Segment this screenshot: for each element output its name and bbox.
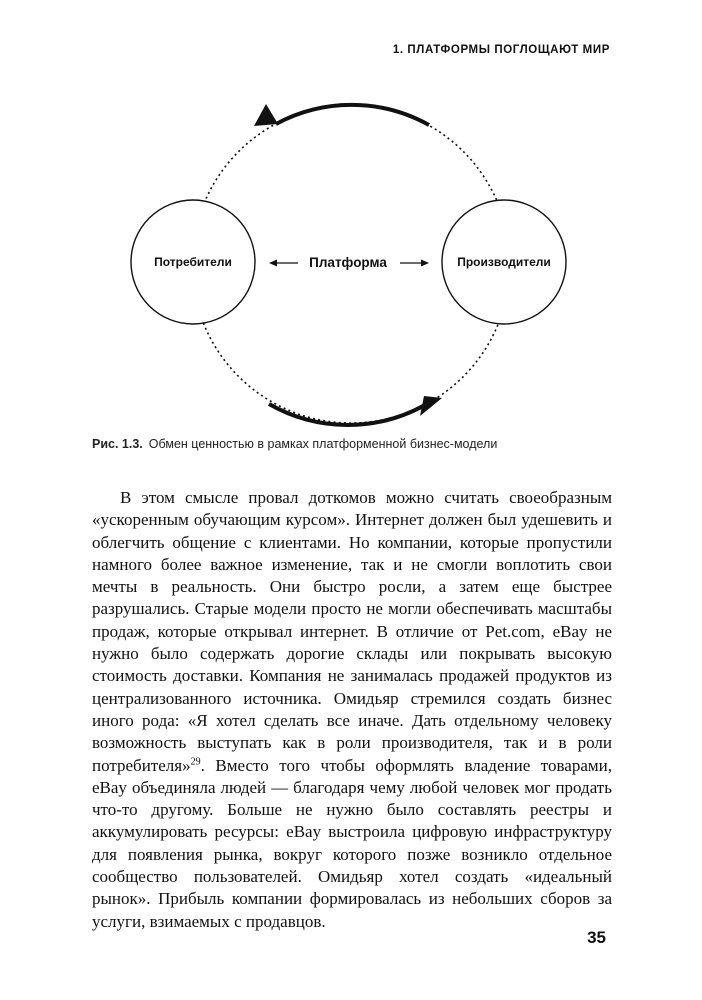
platform-label: Платформа	[309, 255, 387, 270]
figure-number: Рис. 1.3.	[92, 437, 143, 451]
figure-caption	[92, 437, 612, 451]
top-solid-arc	[276, 105, 429, 125]
page-number: 35	[587, 928, 606, 947]
right-arrow-icon	[421, 260, 429, 267]
body-paragraph	[92, 487, 612, 933]
running-title: 1. ПЛАТФОРМЫ ПОГЛОЩАЮТ МИР	[392, 44, 610, 56]
paragraph-part-1: В этом смысле провал доткомов можно считать своеобразным «ускоренным обучающим курсом». Интернет должен был удешевить и облегчить общение с клиентами. Но компании, которые пропустили намного более важное изменение, так и не смогли воплотить свои мечты в реальность. Они быстро росли, а затем еще быстрее разрушались. Старые модели просто не могли обеспечивать масштабы продаж, которые открывал интернет. В отличие от Pet.com, eBay не нужно было содержать дорогие склады или покрывать высокую стоимость доставки. Компания не занималась продажей продуктов из централизованного источника. Омидьяр стремился создать бизнес иного рода: «Я хотел сделать все иначе. Дать отдельному человеку возможность выступать как в роли производителя, так и в роли потребителя»	[92, 488, 612, 775]
footnote-reference[interactable]: 29	[190, 755, 201, 767]
body-text	[92, 487, 612, 933]
value-exchange-diagram	[0, 80, 702, 440]
paragraph-part-2: . Вместо того чтобы оформлять владение товарами, eBay объединяла людей — благодаря чему любой человек мог продать что-то другому. Больше не нужно было составлять реестры и аккумулировать ресурсы: eBay выстроила цифровую инфраструктуру для появления рынка, вокруг которого позже возникло отдельное сообщество пользователей. Омидьяр хотел создать «идеальный рынок». Прибыль компании формировалась из небольших сборов за услуги, взимаемых с продавцов.	[92, 755, 612, 931]
figure-caption-text: Обмен ценностью в рамках платформенной бизнес-модели	[148, 437, 498, 451]
top-arrowhead-icon	[254, 104, 278, 126]
consumers-label: Потребители	[154, 255, 232, 269]
producers-label: Производители	[457, 255, 551, 269]
bottom-solid-arc	[269, 404, 425, 425]
bottom-arrowhead-icon	[420, 396, 442, 416]
left-arrow-icon	[269, 260, 277, 267]
